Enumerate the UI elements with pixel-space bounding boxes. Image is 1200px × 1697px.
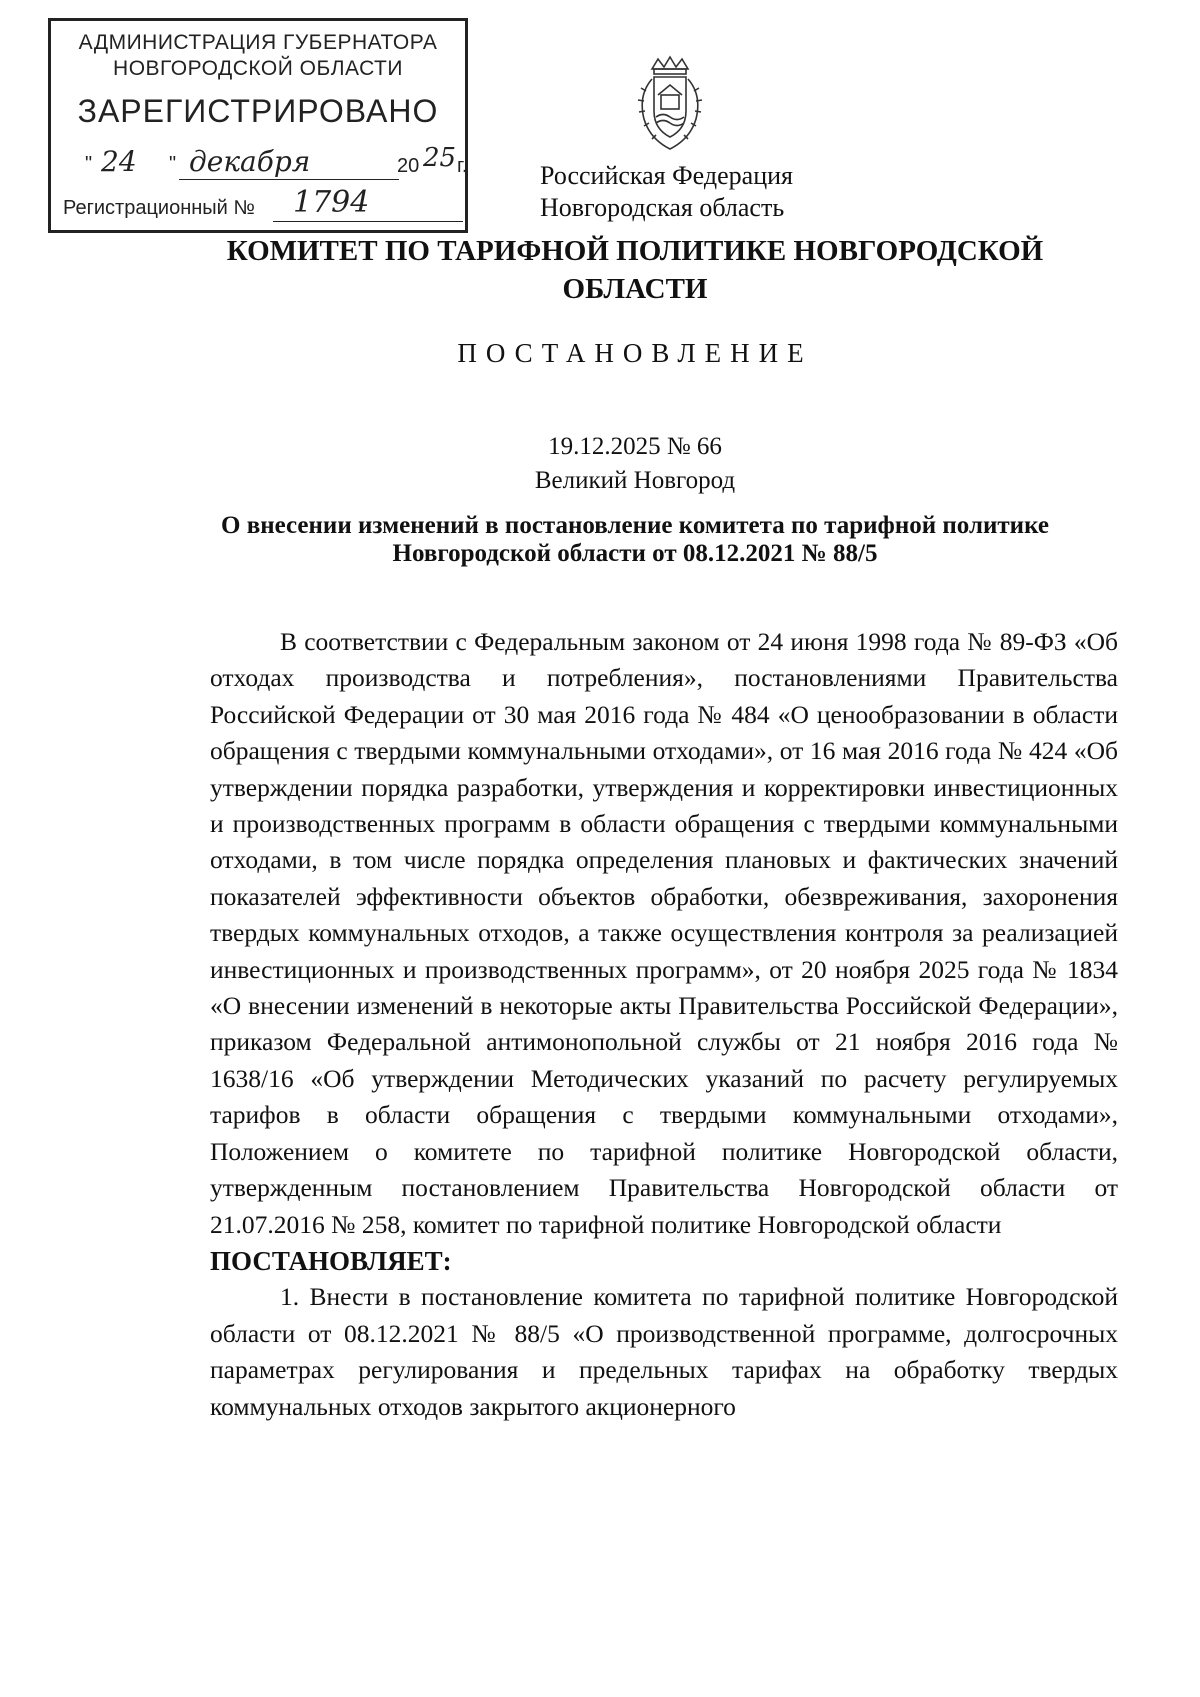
region-name: Новгородская область: [540, 193, 785, 222]
stamp-quote-open: ": [85, 153, 93, 175]
document-date-block: [150, 430, 1120, 498]
stamp-org-line2: НОВГОРОДСКОЙ ОБЛАСТИ: [113, 57, 403, 80]
preamble-paragraph: В соответствии с Федеральным законом от 24 июня 1998 года № 89-ФЗ «Об отходах производства и потребления», постановлениями Правительства Российской Федерации от 30 мая 2016 года № 484 «О ценообразовании в области обращения с твердыми коммунальными отходами», от 16 мая 2016 года № 424 «Об утверждении порядка разработки, утверждения и корректировки инвестиционных и производственных программ в области обращения с твердыми коммунальными отходами, в том числе порядка определения плановых и фактических значений показателей эффективности объектов обработки, обезвреживания, захоронения твердых коммунальных отходов, а также осуществления контроля за реализацией инвестиционных и производственных программ», от 20 ноября 2025 года № 1834 «О внесении изменений в некоторые акты Правительства Российской Федерации», приказом Федеральной антимонопольной службы от 21 ноября 2016 года № 1638/16 «Об утверждении Методических указаний по расчету регулируемых тарифов в области обращения с твердыми коммунальными отходами», Положением о комитете по тарифной политике Новгородской области, утвержденным постановлением Правительства Новгородской области от 21.07.2016 № 258, комитет по тарифной политике Новгородской области: [210, 627, 1118, 1239]
item-1-paragraph: 1. Внести в постановление комитета по тарифной политике Новгородской области от 08.12.2021 № 88/5 «О производственной программе, долгосрочных параметрах регулирования и предельных тарифах на обработку твердых коммунальных отходов закрытого акционерного: [210, 1282, 1118, 1421]
document-type: ПОСТАНОВЛЕНИЕ: [457, 338, 813, 368]
stamp-registration: [63, 185, 463, 223]
stamp-year-suffix: г.: [457, 155, 468, 177]
stamp-day: 24: [101, 145, 137, 178]
stamp-month: декабря: [189, 145, 311, 178]
subject-line2: Новгородской области от 08.12.2021 № 88/5: [392, 540, 878, 567]
document-subject: [150, 512, 1120, 568]
registration-stamp: [48, 18, 468, 233]
stamp-date-underline: [179, 179, 399, 180]
stamp-reg-number: 1794: [293, 185, 370, 220]
stamp-year: 25: [423, 143, 457, 173]
committee-title-line1: КОМИТЕТ ПО ТАРИФНОЙ ПОЛИТИКЕ НОВГОРОДСКОЙ: [226, 235, 1044, 267]
document-date-number: 19.12.2025 № 66: [548, 433, 722, 460]
country-name: Российская Федерация: [540, 161, 793, 190]
stamp-quote-close: ": [169, 153, 177, 175]
stamp-year-prefix: 20: [397, 155, 420, 177]
subject-line1: О внесении изменений в постановление комитета по тарифной политике: [221, 512, 1049, 539]
committee-title-line2: ОБЛАСТИ: [562, 273, 708, 305]
stamp-date: [79, 143, 468, 183]
novgorod-coat-of-arms-icon: [630, 55, 710, 155]
stamp-reg-underline: [273, 221, 463, 222]
document-city: Великий Новгород: [534, 467, 736, 494]
stamp-status: ЗАРЕГИСТРИРОВАНО: [77, 93, 439, 129]
resolve-heading: ПОСТАНОВЛЯЕТ:: [210, 1245, 452, 1276]
federation-header: [540, 160, 820, 224]
committee-title: [150, 232, 1120, 308]
document-body: [210, 624, 1118, 1425]
stamp-reg-label: Регистрационный №: [63, 197, 255, 219]
stamp-org-line1: АДМИНИСТРАЦИЯ ГУБЕРНАТОРА: [78, 31, 438, 54]
